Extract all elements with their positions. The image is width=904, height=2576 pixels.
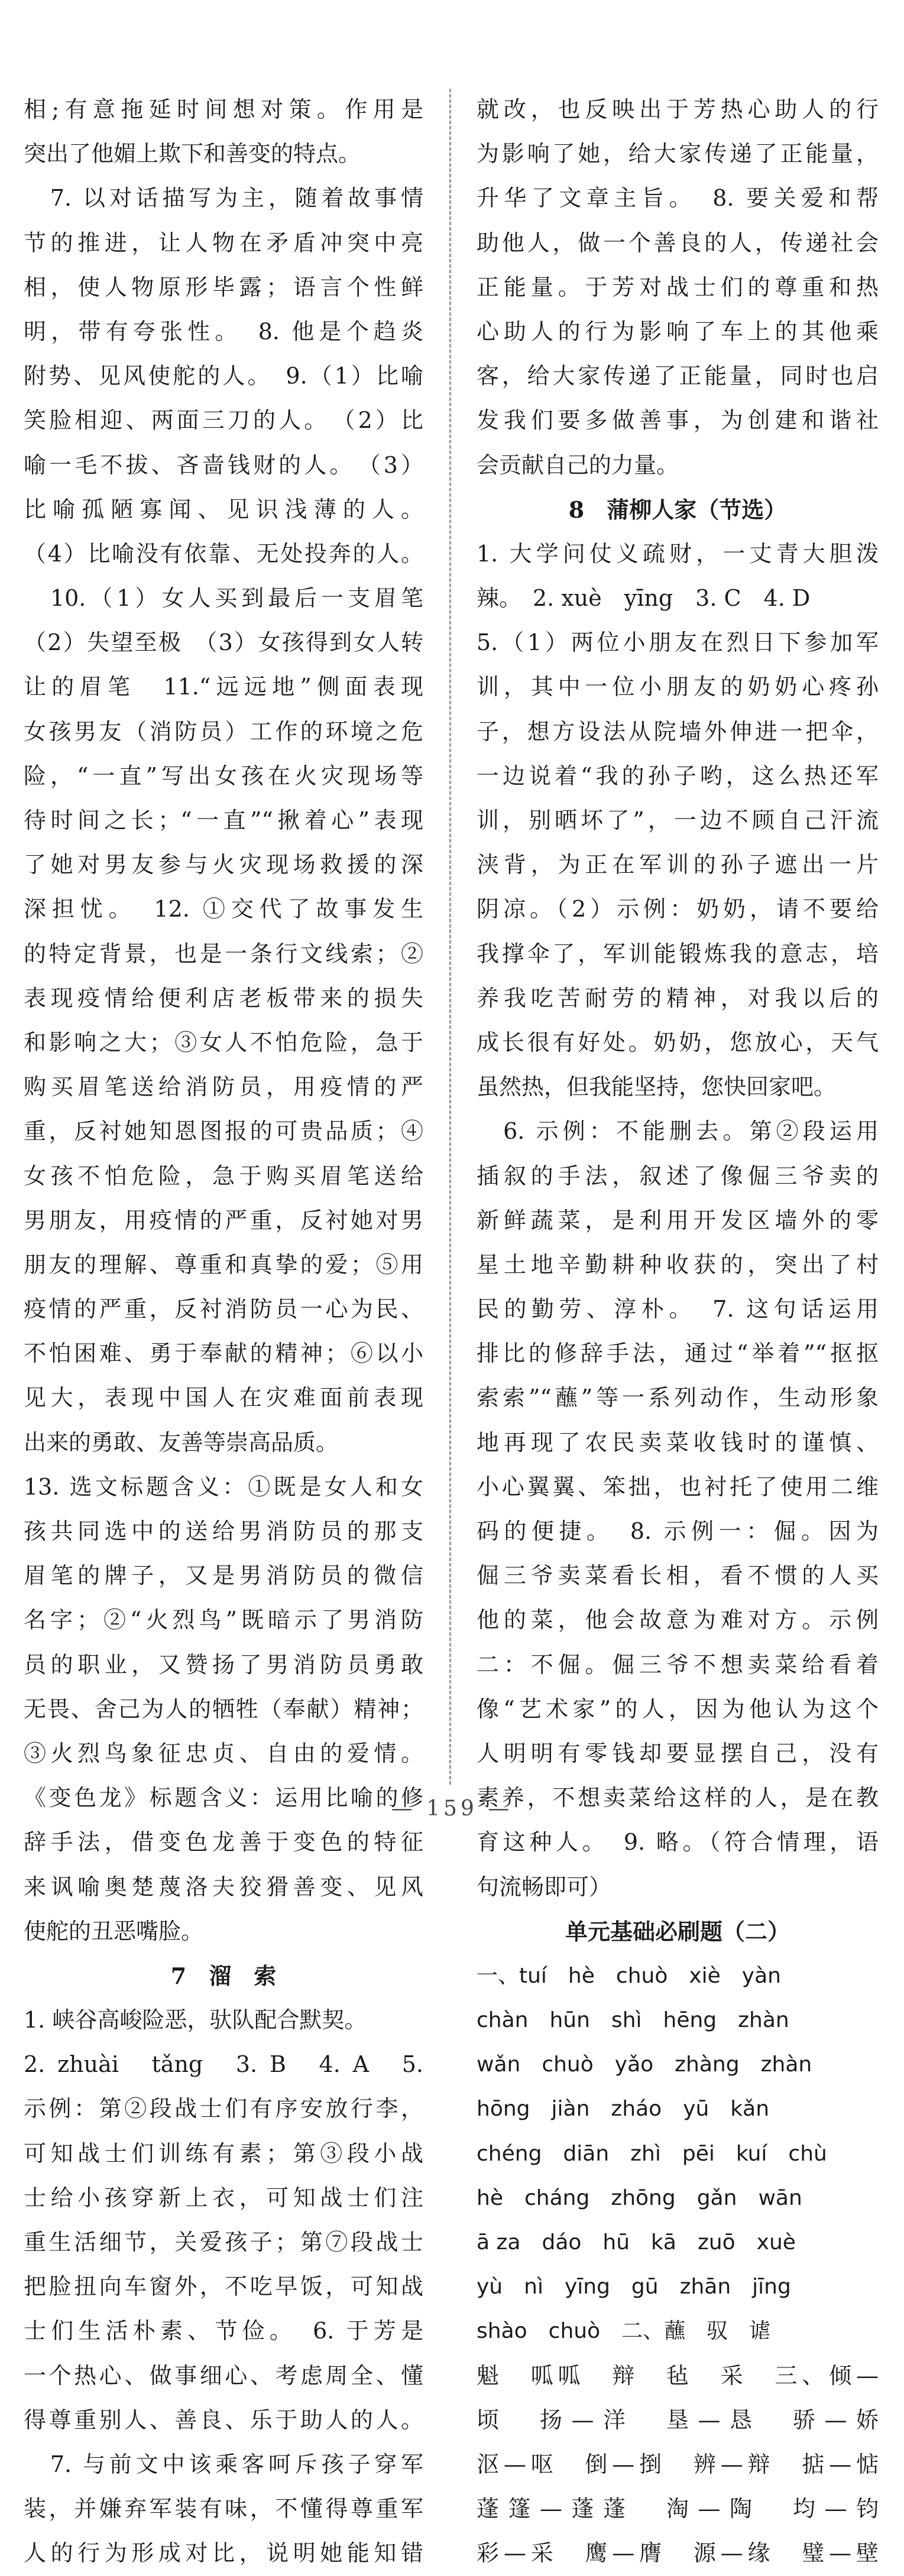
text-line: 附势、见风使舵的人。 9.（1）比喻 xyxy=(24,363,423,389)
text-line: 13. 选文标题含义：①既是女人和女 xyxy=(24,1473,423,1500)
text-line: chéng diān zhì pēi kuí chù xyxy=(477,2141,827,2166)
text-line: 索索”“蘸”等一系列动作，生动形象 xyxy=(477,1385,879,1411)
text-line: 女孩不怕危险，急于购买眉笔送给 xyxy=(24,1162,423,1189)
text-line: 相，使人物原形毕露；语言个性鲜 xyxy=(24,274,423,300)
text-line: 2. zhuài tǎng 3. B 4. A 5. xyxy=(24,2051,423,2078)
text-line: 士们生活朴素、节俭。 6. 于芳是 xyxy=(24,2318,423,2344)
text-line: 7. 与前文中该乘客呵斥孩子穿军 xyxy=(24,2451,423,2477)
text-line: 重，反衬她知恩图报的可贵品质；④ xyxy=(24,1118,423,1145)
text-line: 顷 扬—洋 垦—恳 骄—娇 xyxy=(477,2406,879,2433)
text-line: 发我们要多做善事，为创建和谐社 xyxy=(477,407,879,434)
text-line: 出来的勇敢、友善等崇高品质。 xyxy=(24,1429,339,1456)
text-line: 突出了他媚上欺下和善变的特点。 xyxy=(24,141,361,167)
text-line: 一边说着“我的孙子哟，这么热还军 xyxy=(477,762,879,789)
text-line: 虽然热，但我能坚持，您快回家吧。 xyxy=(477,1074,837,1100)
text-line: 示例：第②段战士们有序安放行李， xyxy=(24,2096,423,2122)
text-line: 民的勤劳、淳朴。 7. 这句话运用 xyxy=(477,1296,879,1323)
text-line: 排比的修辞手法，通过“举着”“抠抠 xyxy=(477,1340,879,1367)
text-line: 比喻孤陋寡闻、见识浅薄的人。 xyxy=(24,496,423,522)
text-line: 插叙的手法，叙述了像倔三爷卖的 xyxy=(477,1162,879,1189)
text-line: 笑脸相迎、两面三刀的人。 （2）比 xyxy=(24,407,423,434)
text-line: 正能量。于芳对战士们的尊重和热 xyxy=(477,274,879,300)
text-line: 会贡献自己的力量。 xyxy=(477,451,679,478)
text-line: 节的推进，让人物在矛盾冲突中亮 xyxy=(24,229,423,256)
text-line: hōng jiàn zháo yū kǎn xyxy=(477,2097,770,2122)
text-line: 星土地辛勤耕种收获的，突出了村 xyxy=(477,1251,879,1278)
text-line: 男朋友，用疫情的严重，反衬她对男 xyxy=(24,1207,423,1233)
text-line: 子，想方设法从院墙外伸进一把伞， xyxy=(477,718,879,745)
text-line: hè cháng zhōng gǎn wān xyxy=(477,2185,802,2210)
text-line: 升华了文章主旨。 8. 要关爱和帮 xyxy=(477,185,879,212)
section-heading: 8 蒲柳人家（节选） xyxy=(568,496,787,523)
text-line: 深担忧。 12. ①交代了故事发生 xyxy=(24,896,423,922)
text-line: 新鲜蔬菜，是利用开发区墙外的零 xyxy=(477,1207,879,1233)
left-column xyxy=(24,87,423,2576)
text-line: 朋友的理解、尊重和真挚的爱；⑤用 xyxy=(24,1251,423,1278)
text-line: 倔三爷卖菜看长相，看不惯的人买 xyxy=(477,1563,879,1589)
text-line: 和影响之大；③女人不怕危险，急于 xyxy=(24,1029,423,1055)
text-line: 把脸扭向车窗外，不吃早饭，可知战 xyxy=(24,2273,423,2300)
page-number: — 159 — xyxy=(391,1797,513,1821)
text-line: 女孩男友（消防员）工作的环境之危 xyxy=(24,718,423,745)
text-line: 阴凉。（2）示例：奶奶，请不要给 xyxy=(477,896,879,922)
text-line: 心助人的行为影响了车上的其他乘 xyxy=(477,318,879,345)
text-line: 辞手法，借变色龙善于变色的特征 xyxy=(24,1829,423,1856)
text-line: 重生活细节，关爱孩子；第⑦段战士 xyxy=(24,2229,423,2255)
text-line: 7. 以对话描写为主，随着故事情 xyxy=(24,185,423,212)
text-line: 一个热心、做事细心、考虑周全、懂 xyxy=(24,2362,423,2389)
text-line: 明，带有夸张性。 8. 他是个趋炎 xyxy=(24,318,423,345)
text-line: 相;有意拖延时间想对策。作用是 xyxy=(24,96,423,122)
text-line: 待时间之长；“一直”“揪着心”表现 xyxy=(24,807,423,833)
text-line: 员的职业，又赞扬了男消防员勇敢 xyxy=(24,1651,423,1678)
text-line: 1. 大学问仗义疏财，一丈青大胆泼 xyxy=(477,540,879,567)
text-line: shào chuò 二、蘸 驭 谑 xyxy=(477,2319,771,2344)
text-line: 沤—呕 倒—捯 辨—辩 掂—惦 xyxy=(477,2451,879,2477)
text-line: 码的便捷。 8. 示例一：倔。因为 xyxy=(477,1518,879,1544)
text-line: 人的行为形成对比，说明她能知错 xyxy=(24,2540,423,2567)
text-line: 像“艺术家”的人，因为他认为这个 xyxy=(477,1695,879,1722)
text-line: 二：不倔。倔三爷不想卖菜给看着 xyxy=(477,1651,879,1678)
text-line: 蓬篷—蓬蓬 淘—陶 均—钧 xyxy=(477,2496,879,2522)
text-line: 使舵的丑恶嘴脸。 xyxy=(24,1918,204,1944)
right-column xyxy=(477,87,879,2576)
text-line: 不怕困难、勇于奉献的精神；⑥以小 xyxy=(24,1340,423,1367)
text-line: 名字；②“火烈鸟”既暗示了男消防 xyxy=(24,1607,423,1633)
text-line: 见大，表现中国人在灾难面前表现 xyxy=(24,1385,423,1411)
text-line: 魁 呱呱 辩 毡 采 三、倾— xyxy=(477,2362,879,2389)
text-line: 彩—采 鹰—膺 源—缘 璧—壁 xyxy=(477,2540,879,2567)
text-line: 的特定背景，也是一条行文线索；② xyxy=(24,940,423,967)
text-line: 成长很有好处。奶奶，您放心，天气 xyxy=(477,1029,879,1055)
text-line: 让的眉笔 11.“远远地”侧面表现 xyxy=(24,674,423,700)
text-line: 眉笔的牌子，又是男消防员的微信 xyxy=(24,1563,423,1589)
text-line: 地再现了农民卖菜收钱时的谨慎、 xyxy=(477,1429,879,1456)
text-line: （2）失望至极 （3）女孩得到女人转 xyxy=(24,629,423,656)
text-line: 得尊重别人、善良、乐于助人的人。 xyxy=(24,2406,423,2433)
text-line: 表现疫情给便利店老板带来的损失 xyxy=(24,985,423,1011)
text-line: 疫情的严重，反衬消防员一心为民、 xyxy=(24,1296,423,1323)
text-line: 育这种人。 9. 略。（符合情理，语 xyxy=(477,1829,879,1856)
text-line: 辣。 2. xuè yīng 3. C 4. D xyxy=(477,585,811,612)
text-line: 我撑伞了，军训能锻炼我的意志，培 xyxy=(477,940,879,967)
column-divider xyxy=(449,89,451,1785)
text-line: 购买眉笔送给消防员，用疫情的严 xyxy=(24,1074,423,1100)
text-line: 1. 峡谷高峻险恶，驮队配合默契。 xyxy=(24,2007,367,2033)
text-line: 10.（1）女人买到最后一支眉笔 xyxy=(24,585,423,612)
text-line: 客，给大家传递了正能量，同时也启 xyxy=(477,363,879,389)
text-line: wǎn chuò yǎo zhàng zhàn xyxy=(477,2052,812,2077)
text-line: 6. 示例：不能删去。第②段运用 xyxy=(477,1118,879,1145)
text-line: 小心翼翼、笨拙，也衬托了使用二维 xyxy=(477,1473,879,1500)
text-line: （4）比喻没有依靠、无处投奔的人。 xyxy=(24,540,423,567)
text-line: 人明明有零钱却要显摆自己，没有 xyxy=(477,1740,879,1766)
text-line: 句流畅即可） xyxy=(477,1873,612,1900)
text-line: 助他人，做一个善良的人，传递社会 xyxy=(477,229,879,256)
text-line: 训，别晒坏了”，一边不顾自己汗流 xyxy=(477,807,879,833)
text-line: 孩共同选中的送给男消防员的那支 xyxy=(24,1518,423,1544)
text-line: 就改，也反映出于芳热心助人的行 xyxy=(477,96,879,122)
text-line: 5.（1）两位小朋友在烈日下参加军 xyxy=(477,629,879,656)
text-line: 险，“一直”写出女孩在火灾现场等 xyxy=(24,762,423,789)
section-heading: 7 溜 索 xyxy=(170,1962,277,1989)
text-line: 士给小孩穿新上衣，可知战士们注 xyxy=(24,2184,423,2211)
text-line: 了她对男友参与火灾现场救援的深 xyxy=(24,852,423,878)
text-line: 可知战士们训练有素；第③段小战 xyxy=(24,2140,423,2166)
text-line: 无畏、舍己为人的牺牲（奉献）精神； xyxy=(24,1695,423,1722)
text-line: chàn hūn shì hēng zhàn xyxy=(477,2008,789,2033)
section-heading: 单元基础必刷题（二） xyxy=(565,1918,790,1945)
text-line: 他的菜，他会故意为难对方。示例 xyxy=(477,1607,879,1633)
text-line: ③火烈鸟象征忠贞、自由的爱情。 xyxy=(24,1740,423,1766)
text-line: 浃背，为正在军训的孙子遮出一片 xyxy=(477,852,879,878)
text-line: 素养，不想卖菜给这样的人，是在教 xyxy=(477,1785,879,1811)
text-line: 养我吃苦耐劳的精神，对我以后的 xyxy=(477,985,879,1011)
text-line: 喻一毛不拔、吝啬钱财的人。 （3） xyxy=(24,451,423,478)
text-line: ā za dáo hū kā zuō xuè xyxy=(477,2230,796,2255)
text-line: 为影响了她，给大家传递了正能量， xyxy=(477,141,879,167)
text-line: 训，其中一位小朋友的奶奶心疼孙 xyxy=(477,674,879,700)
text-line: 一、tuí hè chuò xiè yàn xyxy=(477,1963,781,1988)
text-line: 《变色龙》标题含义：运用比喻的修 xyxy=(24,1785,423,1811)
text-line: 装，并嫌弃军装有味，不懂得尊重军 xyxy=(24,2496,423,2522)
text-line: yù nì yīng gū zhān jīng xyxy=(477,2275,791,2299)
text-line: 来讽喻奥楚蔑洛夫狡猾善变、见风 xyxy=(24,1873,423,1900)
